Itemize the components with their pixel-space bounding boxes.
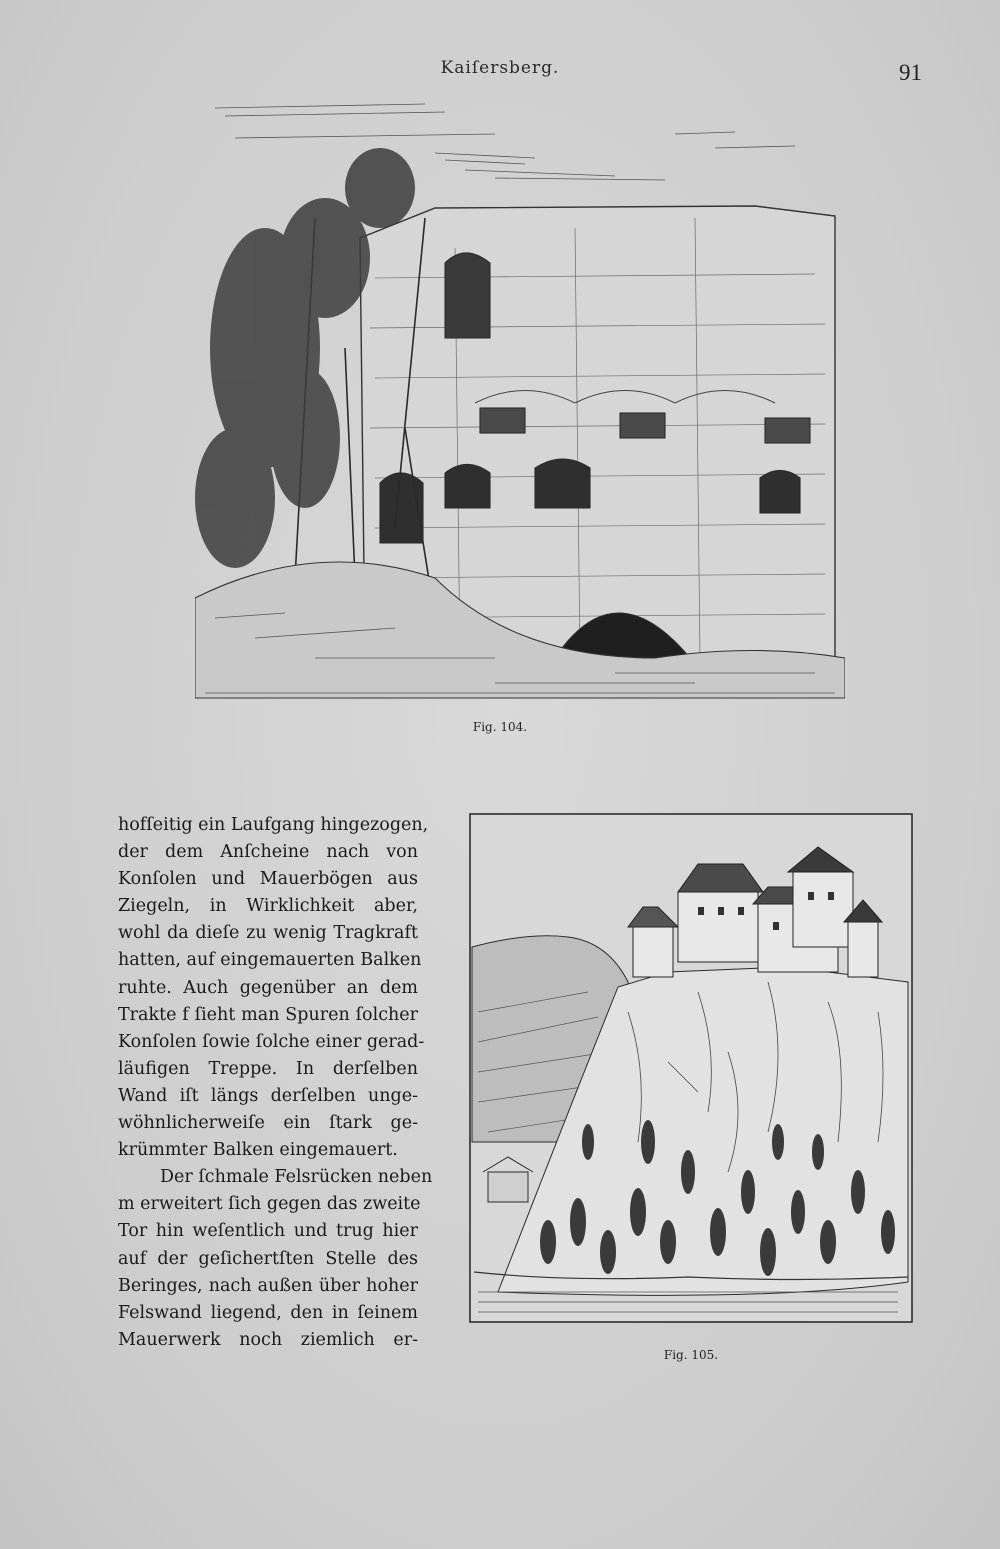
text-line: Der ſchmale Felsrücken neben [160, 1167, 433, 1188]
text-line: Beringes, nach außen über hoher [118, 1275, 418, 1296]
text-line: Felswand liegend, den in ſeinem [118, 1302, 418, 1323]
text-line: wöhnlicherweiſe ein ſtark ge- [118, 1113, 418, 1134]
text-line: Mauerwerk noch ziemlich er- [118, 1329, 418, 1350]
text-line: auf der geſichertſten Stelle des [118, 1248, 418, 1269]
running-head: Kaiſersberg. [440, 58, 560, 78]
text-line: hatten, auf eingemauerten Balken [118, 950, 422, 971]
text-line: hofſeitig ein Laufgang hingezogen, [118, 815, 429, 835]
text-line: Trakte f ſieht man Spuren ſolcher [118, 1004, 418, 1025]
text-line: krümmter Balken eingemauert. [118, 1140, 398, 1161]
figure-105-caption: Fig. 105. [663, 1348, 719, 1362]
text-line: Konſolen und Mauerbögen aus [118, 869, 418, 890]
text-line: Tor hin weſentlich und trug hier [118, 1221, 418, 1242]
text-line: ruhte. Auch gegenüber an dem [118, 977, 418, 998]
text-line: läufigen Treppe. In derſelben [118, 1058, 418, 1079]
body-text [118, 812, 433, 1354]
figure-105-illustration [468, 812, 914, 1324]
page-number: 91 [899, 60, 922, 85]
text-line: Ziegeln, in Wirklichkeit aber, [118, 896, 418, 917]
figure-104-caption: Fig. 104. [472, 720, 528, 734]
text-line: Wand iſt längs derſelben unge- [118, 1085, 418, 1106]
figure-104-illustration [195, 98, 845, 703]
text-line: der dem Anſcheine nach von [118, 842, 418, 863]
text-line: Konſolen ſowie ſolche einer gerad- [118, 1031, 425, 1052]
text-line: wohl da dieſe zu wenig Tragkraft [118, 923, 418, 944]
text-line: m erweitert ſich gegen das zweite [118, 1194, 421, 1215]
